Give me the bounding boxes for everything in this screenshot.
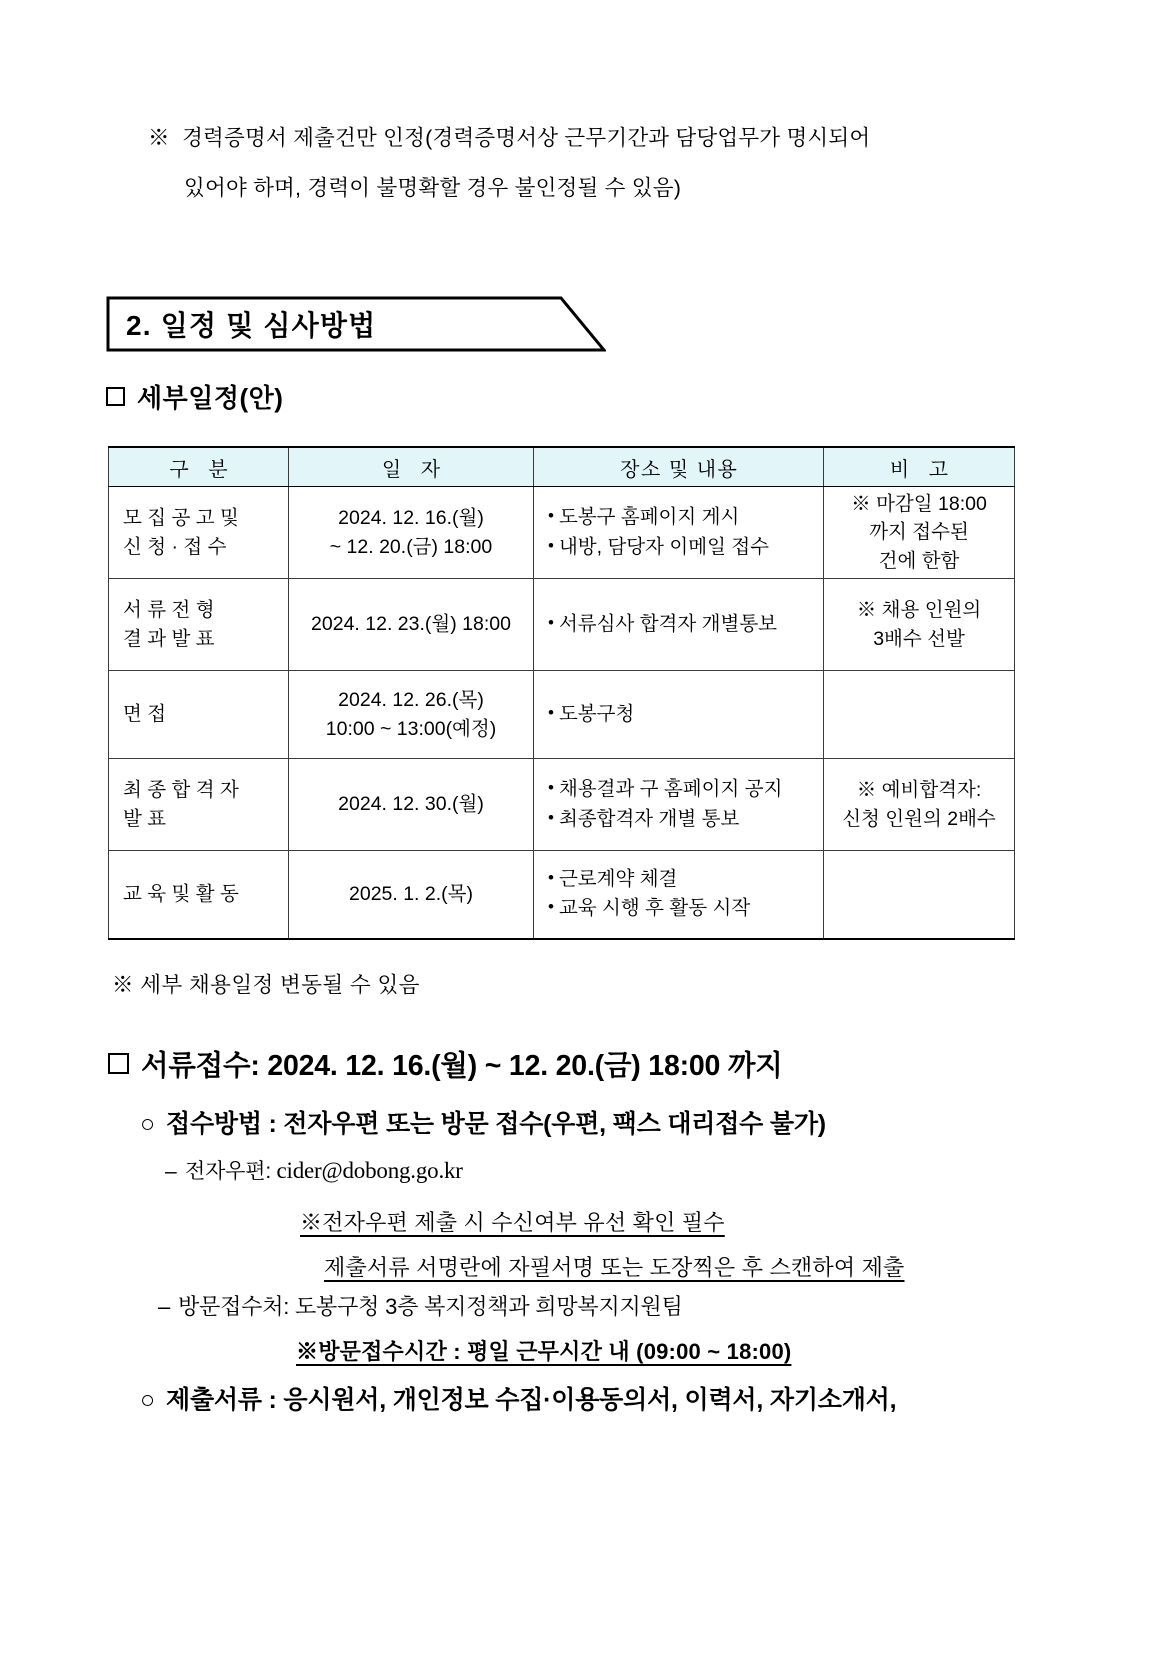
submission-visit-value: 도봉구청 3층 복지정책과 희망복지지원팀 bbox=[295, 1294, 683, 1319]
remark-line: 까지 접수된 bbox=[869, 521, 969, 544]
submission-email-value: cider@dobong.go.kr bbox=[276, 1158, 463, 1183]
submission-method-item bbox=[140, 1104, 826, 1140]
table-row bbox=[109, 759, 1015, 851]
date-line-1: 2024. 12. 16.(월) bbox=[338, 507, 484, 530]
subsection-heading-label: 세부일정(안) bbox=[137, 383, 284, 413]
division-line-1: 서 류 전 형 bbox=[123, 599, 215, 622]
square-bullet-icon bbox=[106, 387, 125, 406]
date-line-1: 2024. 12. 26.(목) bbox=[338, 689, 484, 712]
submission-heading-label: 서류접수: 2024. 12. 16.(월) ~ 12. 20.(금) 18:00 까지 bbox=[141, 1050, 783, 1082]
division-line-1: 교 육 및 활 동 bbox=[123, 883, 239, 906]
date-line-2: ~ 12. 20.(금) 18:00 bbox=[329, 535, 493, 558]
submission-visit-label: 방문접수처: bbox=[178, 1294, 290, 1319]
date-line-2: 10:00 ~ 13:00(예정) bbox=[325, 717, 497, 740]
reference-mark-icon: ※ bbox=[148, 126, 170, 150]
cell-division bbox=[109, 671, 289, 759]
division-line-2: 발 표 bbox=[123, 807, 167, 830]
division-line-2: 결 과 발 표 bbox=[123, 627, 215, 650]
remark-line: 3배수 선발 bbox=[873, 627, 965, 650]
table-header-date: 일 자 bbox=[289, 447, 534, 487]
cell-remark bbox=[824, 579, 1015, 671]
signature-scan-notice: 제출서류 서명란에 자필서명 또는 도장찍은 후 스캔하여 제출 bbox=[324, 1255, 905, 1280]
place-line: • 최종합격자 개별 통보 bbox=[548, 805, 809, 834]
cell-remark bbox=[824, 759, 1015, 851]
submission-visit-item bbox=[158, 1290, 683, 1321]
table-row bbox=[109, 671, 1015, 759]
division-line-1: 최 종 합 격 자 bbox=[123, 779, 239, 802]
remark-line: ※ 마감일 18:00 bbox=[851, 493, 987, 516]
submission-heading bbox=[108, 1043, 783, 1084]
table-header-division: 구 분 bbox=[109, 447, 289, 487]
table-header-remarks: 비 고 bbox=[824, 447, 1015, 487]
cell-division bbox=[109, 759, 289, 851]
place-line: • 채용결과 구 홈페이지 공지 bbox=[548, 775, 809, 804]
cell-division bbox=[109, 851, 289, 939]
square-bullet-icon bbox=[108, 1053, 129, 1074]
career-note-line-1 bbox=[148, 128, 1028, 150]
subsection-heading-detailed-schedule bbox=[106, 378, 283, 415]
cell-place-content bbox=[534, 759, 824, 851]
date-line-1: 2024. 12. 23.(월) 18:00 bbox=[311, 613, 511, 636]
table-header-row bbox=[109, 447, 1015, 487]
cell-date bbox=[289, 579, 534, 671]
place-line: • 내방, 담당자 이메일 접수 bbox=[548, 533, 809, 562]
required-documents-item bbox=[140, 1380, 896, 1416]
remark-line: ※ 예비합격자: bbox=[856, 779, 982, 802]
cell-remark bbox=[824, 671, 1015, 759]
division-line-1: 모 집 공 고 및 bbox=[123, 507, 239, 530]
cell-remark bbox=[824, 487, 1015, 579]
required-documents-text: 제출서류 : 응시원서, 개인정보 수집·이용동의서, 이력서, 자기소개서, bbox=[166, 1386, 897, 1414]
cell-place-content bbox=[534, 579, 824, 671]
submission-email-label: 전자우편: bbox=[185, 1160, 271, 1183]
cell-date bbox=[289, 759, 534, 851]
table-row bbox=[109, 487, 1015, 579]
table-row bbox=[109, 851, 1015, 939]
cell-date bbox=[289, 851, 534, 939]
cell-place-content bbox=[534, 487, 824, 579]
cell-place-content bbox=[534, 851, 824, 939]
cell-remark bbox=[824, 851, 1015, 939]
submission-method-text: 접수방법 : 전자우편 또는 방문 접수(우편, 팩스 대리접수 불가) bbox=[166, 1110, 826, 1138]
remark-line: ※ 채용 인원의 bbox=[856, 599, 982, 622]
section-heading-title: 2. 일정 및 심사방법 bbox=[126, 310, 377, 341]
place-line: • 서류심사 합격자 개별통보 bbox=[548, 610, 809, 639]
cell-division bbox=[109, 487, 289, 579]
dash-bullet-icon: – bbox=[158, 1294, 171, 1319]
career-note-line-2: 있어야 하며, 경력이 불명확할 경우 불인정될 수 있음) bbox=[184, 175, 682, 200]
cell-division bbox=[109, 579, 289, 671]
dash-bullet-icon: – bbox=[165, 1160, 177, 1183]
place-line: • 교육 시행 후 활동 시작 bbox=[548, 894, 809, 923]
remark-line: 건에 한함 bbox=[878, 549, 960, 572]
submission-email-item bbox=[165, 1155, 463, 1185]
schedule-table bbox=[108, 446, 1015, 940]
career-certificate-note bbox=[148, 128, 1028, 199]
place-line: • 도봉구청 bbox=[548, 700, 809, 729]
place-line: • 도봉구 홈페이지 게시 bbox=[548, 503, 809, 532]
cell-date bbox=[289, 487, 534, 579]
career-note-line-1-text: 경력증명서 제출건만 인정(경력증명서상 근무기간과 담당업무가 명시되어 bbox=[182, 126, 871, 150]
date-line-1: 2024. 12. 30.(월) bbox=[338, 793, 484, 816]
date-line-1: 2025. 1. 2.(목) bbox=[349, 883, 473, 906]
division-line-1: 면 접 bbox=[123, 703, 167, 726]
place-line: • 근로계약 체결 bbox=[548, 865, 809, 894]
schedule-change-note: ※ 세부 채용일정 변동될 수 있음 bbox=[112, 973, 420, 997]
cell-date bbox=[289, 671, 534, 759]
visit-hours-notice: ※방문접수시간 : 평일 근무시간 내 (09:00 ~ 18:00) bbox=[296, 1339, 792, 1364]
email-confirmation-notice: ※전자우편 제출 시 수신여부 유선 확인 필수 bbox=[300, 1210, 725, 1235]
remark-line: 신청 인원의 2배수 bbox=[842, 807, 996, 830]
circle-bullet-icon: ○ bbox=[140, 1110, 155, 1138]
section-heading-box bbox=[106, 295, 606, 353]
table-row bbox=[109, 579, 1015, 671]
division-line-2: 신 청 · 접 수 bbox=[123, 535, 227, 558]
cell-place-content bbox=[534, 671, 824, 759]
table-header-place-and-content: 장소 및 내용 bbox=[534, 447, 824, 487]
circle-bullet-icon: ○ bbox=[140, 1386, 155, 1414]
